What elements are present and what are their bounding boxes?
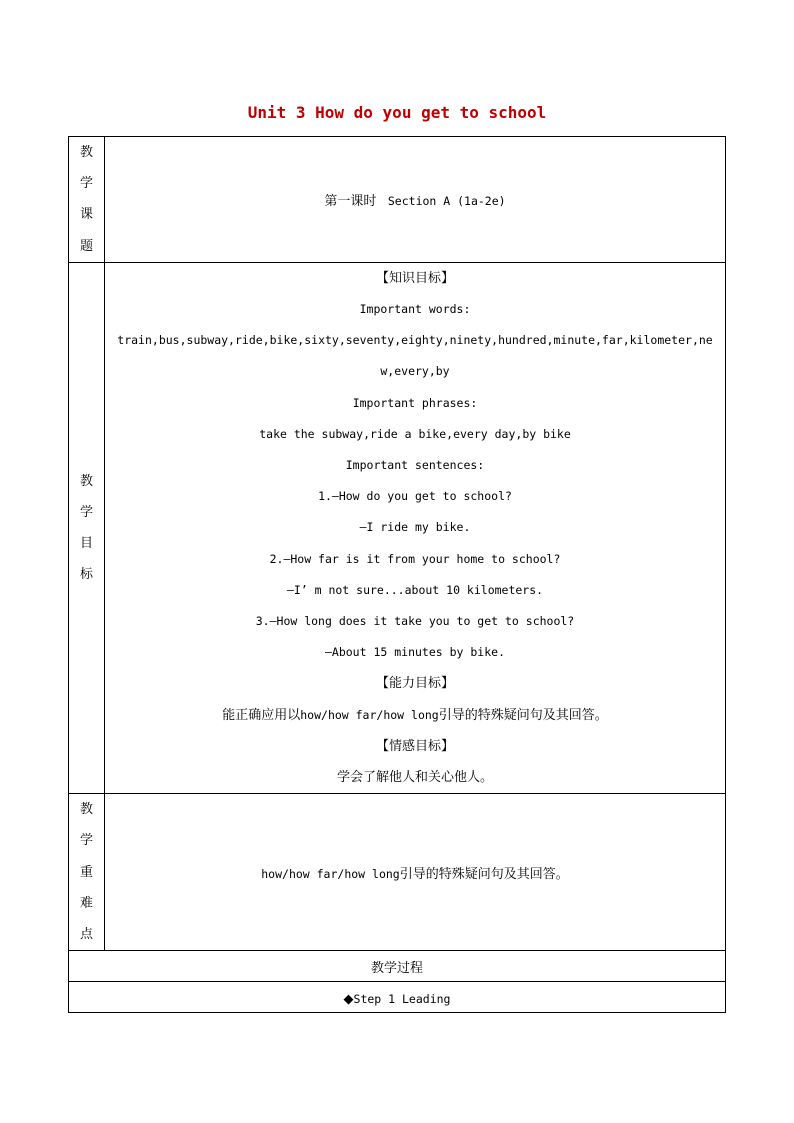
important-words-label: Important words: <box>359 302 471 317</box>
lesson-topic-content <box>105 137 726 263</box>
label-char: 目 <box>79 536 93 552</box>
lesson-number: 第一课时 <box>324 193 377 209</box>
step-title: Step 1 Leading <box>353 991 451 1006</box>
label-char: 难 <box>79 895 93 911</box>
teaching-process-row <box>69 951 726 982</box>
emotion-objective: 学会了解他人和关心他人。 <box>336 770 493 786</box>
lesson-section: Section A (1a-2e) <box>387 193 506 208</box>
important-words-line: w,every,by <box>380 364 450 379</box>
lesson-plan-table <box>68 136 726 1013</box>
sentence-answer: —About 15 minutes by bike. <box>324 645 505 660</box>
ability-objectives-heading: 【能力目标】 <box>375 676 454 692</box>
label-char: 重 <box>79 864 93 880</box>
important-words-line: train,bus,subway,ride,bike,sixty,seventy,eighty,ninety,hundred,minute,far,kilometer,ne <box>117 333 713 348</box>
important-phrases: take the subway,ride a bike,every day,by bike <box>259 426 571 441</box>
knowledge-objectives-heading: 【知识目标】 <box>375 270 454 286</box>
teaching-objectives-label <box>69 262 105 793</box>
key-text: 引导的特殊疑问句及其回答。 <box>399 866 569 882</box>
lesson-topic-row <box>69 137 726 263</box>
ability-text: 能正确应用以 <box>222 707 301 723</box>
label-char: 教 <box>79 473 93 489</box>
ability-text: 引导的特殊疑问句及其回答。 <box>438 707 608 723</box>
sentence-answer: —I ride my bike. <box>359 520 471 535</box>
key-keywords: how/how far/how long <box>261 866 400 881</box>
important-sentences-label: Important sentences: <box>345 458 485 473</box>
ability-keywords: how/how far/how long <box>300 707 439 722</box>
label-char: 学 <box>79 176 93 192</box>
label-char: 教 <box>79 145 93 160</box>
diamond-icon: ◆ <box>343 991 354 1007</box>
key-difficult-points-content <box>105 794 726 951</box>
sentence-answer: —I’ m not sure...about 10 kilometers. <box>286 582 544 597</box>
step-heading <box>69 982 726 1013</box>
teaching-objectives-content <box>105 262 726 793</box>
sentence-question: 2.—How far is it from your home to school? <box>269 551 561 566</box>
label-char: 标 <box>79 567 93 583</box>
teaching-objectives-row <box>69 262 726 793</box>
label-char: 学 <box>79 504 93 520</box>
emotion-objectives-heading: 【情感目标】 <box>375 738 454 754</box>
label-char: 点 <box>79 927 93 943</box>
important-phrases-label: Important phrases: <box>352 395 478 410</box>
sentence-question: 3.—How long does it take you to get to school? <box>255 614 575 629</box>
key-difficult-points-row <box>69 794 726 951</box>
label-char: 学 <box>79 833 93 849</box>
document-title: Unit 3 How do you get to school <box>247 103 547 122</box>
teaching-process-heading: 教学过程 <box>69 951 726 982</box>
ability-objective <box>105 700 725 731</box>
label-char: 题 <box>79 238 93 254</box>
lesson-topic-label <box>69 137 105 263</box>
label-char: 教 <box>79 802 93 818</box>
sentence-question: 1.—How do you get to school? <box>318 489 512 504</box>
label-char: 课 <box>79 207 93 223</box>
key-difficult-points-label <box>69 794 105 951</box>
step-row <box>69 982 726 1013</box>
